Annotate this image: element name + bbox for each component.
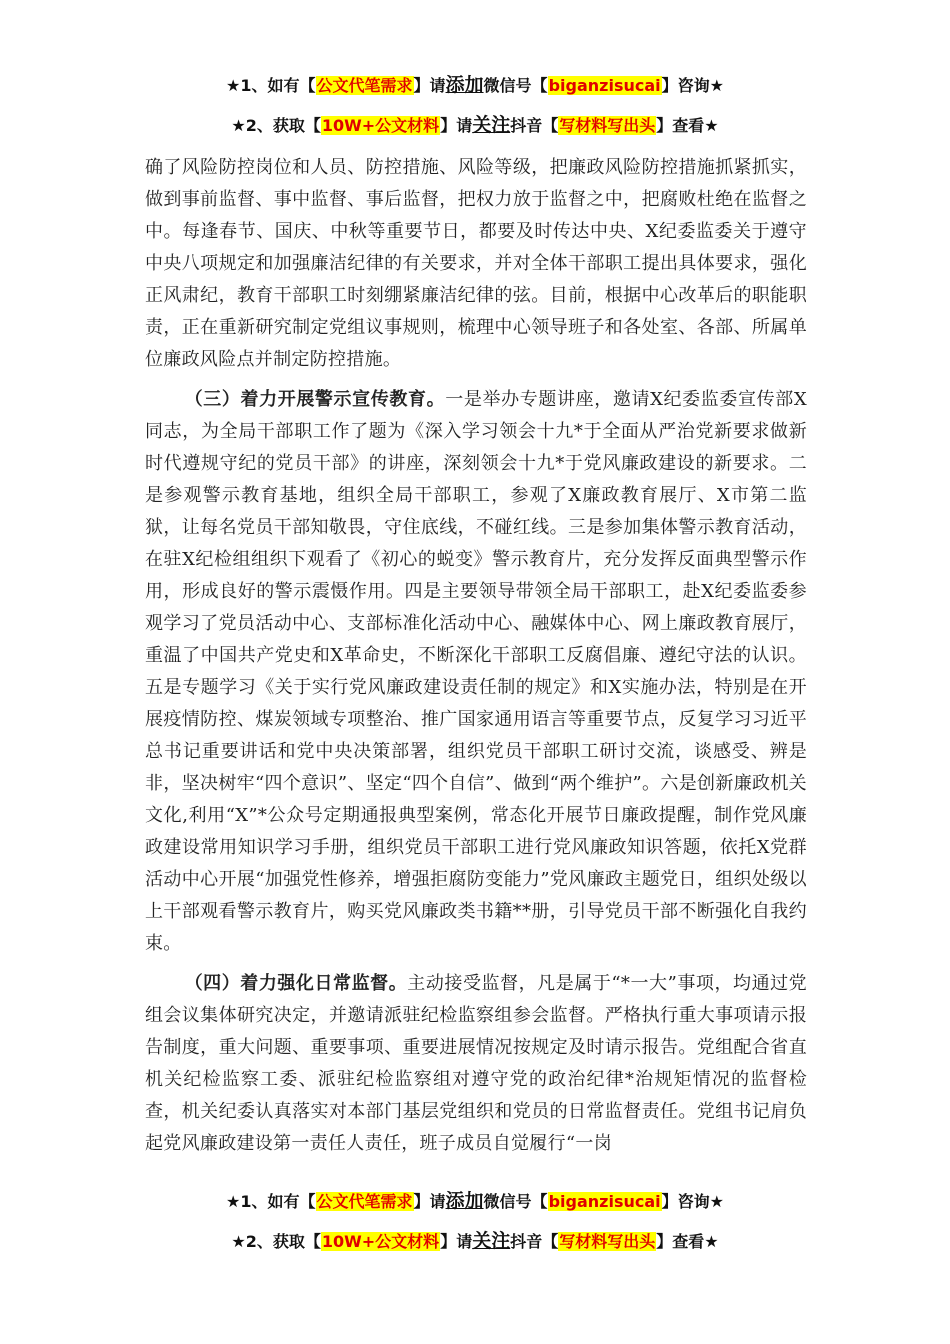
banner-text: 】请 [413, 76, 446, 95]
banner-text: 】请 [440, 116, 473, 135]
paragraph-2 [145, 384, 807, 960]
banner-text: ★2、获取【 [231, 1232, 321, 1251]
banner-text: 】查看★ [656, 116, 719, 135]
banner-text: 微信号【 [483, 76, 548, 95]
banner-highlight: 写材料写出头 [559, 116, 656, 135]
section-heading: （三）着力开展警示宣传教育。 [184, 389, 446, 410]
banner-text: ★1、如有【 [226, 1192, 316, 1211]
banner-text: ★2、获取【 [231, 116, 321, 135]
bottom-banner-1 [0, 1186, 950, 1213]
banner-text: 】查看★ [656, 1232, 719, 1251]
banner-highlight: 公文代笔需求 [316, 1192, 413, 1211]
banner-text: 】咨询★ [661, 1192, 724, 1211]
banner-highlight: 公文代笔需求 [316, 76, 413, 95]
bottom-banner-2 [0, 1226, 950, 1253]
banner-text: 抖音【 [510, 116, 559, 135]
top-banner-1 [0, 70, 950, 97]
paragraph-text: 确了风险防控岗位和人员、防控措施、风险等级，把廉政风险防控措施抓紧抓实，做到事前监督、事中监督、事后监督，把权力放于监督之中，把腐败杜绝在监督之中。每逢春节、国庆、中秋等重要节日，都要及时传达中央、X纪委监委关于遵守中央八项规定和加强廉洁纪律的有关要求，并对全体干部职工提出具体要求，强化正风肃纪，教育干部职工时刻绷紧廉洁纪律的弦。目前，根据中心改革后的职能职责，正在重新研究制定党组议事规则，梳理中心领导班子和各处室、各部、所属单位廉政风险点并制定防控措施。 [145, 157, 807, 370]
banner-text: 】请 [440, 1232, 473, 1251]
banner-text: 微信号【 [483, 1192, 548, 1211]
paragraph-1 [145, 152, 807, 376]
banner-text: 】咨询★ [661, 76, 724, 95]
paragraph-3 [145, 968, 807, 1160]
banner-text: ★1、如有【 [226, 76, 316, 95]
banner-highlight: 写材料写出头 [559, 1232, 656, 1251]
paragraph-text: 一是举办专题讲座，邀请X纪委监委宣传部X同志，为全局干部职工作了题为《深入学习领会十九*于全面从严治党新要求做新时代遵规守纪的党员干部》的讲座，深刻领会十九*于党风廉政建设的新要求。二是参观警示教育基地，组织全局干部职工，参观了X廉政教育展厅、X市第二监狱，让每名党员干部知敬畏，守住底线，不碰红线。三是参加集体警示教育活动，在驻X纪检组组织下观看了《初心的蜕变》警示教育片，充分发挥反面典型警示作用，形成良好的警示震慑作用。四是主要领导带领全局干部职工，赴X纪委监委参观学习了党员活动中心、支部标准化活动中心、融媒体中心、网上廉政教育展厅，重温了中国共产党史和X革命史，不断深化干部职工反腐倡廉、遵纪守法的认识。五是专题学习《关于实行党风廉政建设责任制的规定》和X实施办法，特别是在开展疫情防控、煤炭领域专项整治、推广国家通用语言等重要节点，反复学习习近平总书记重要讲话和党中央决策部署，组织党员干部职工研讨交流，谈感受、辨是非，坚决树牢“四个意识”、坚定“四个自信”、做到“两个维护”。六是创新廉政机关文化,利用“X”*公众号定期通报典型案例，常态化开展节日廉政提醒，制作党风廉政建设常用知识学习手册，组织党员干部职工进行党风廉政知识答题，依托X党群活动中心开展“加强党性修养，增强拒腐防变能力”党风廉政主题党日，组织处级以上干部观看警示教育片，购买党风廉政类书籍**册，引导党员干部不断强化自我约束。 [145, 389, 807, 954]
paragraph-text: 主动接受监督，凡是属于“*一大”事项，均通过党组会议集体研究决定，并邀请派驻纪检监察组参会监督。严格执行重大事项请示报告制度，重大问题、重要事项、重要进展情况按规定及时请示报告。党组配合省直机关纪检监察工委、派驻纪检监察组对遵守党的政治纪律*治规矩情况的监督检查，机关纪委认真落实对本部门基层党组织和党员的日常监督责任。党组书记肩负起党风廉政建设第一责任人责任，班子成员自觉履行“一岗 [145, 973, 807, 1154]
document-body [145, 152, 807, 1168]
banner-highlight: biganzisucai [548, 76, 661, 95]
banner-highlight: 10W+公文材料 [321, 116, 440, 135]
banner-underline: 添加 [445, 74, 484, 96]
section-heading: （四）着力强化日常监督。 [184, 973, 408, 994]
banner-highlight: biganzisucai [548, 1192, 661, 1211]
banner-underline: 关注 [472, 114, 511, 136]
banner-underline: 关注 [472, 1230, 511, 1252]
banner-text: 】请 [413, 1192, 446, 1211]
banner-text: 抖音【 [510, 1232, 559, 1251]
banner-underline: 添加 [445, 1190, 484, 1212]
banner-highlight: 10W+公文材料 [321, 1232, 440, 1251]
top-banner-2 [0, 110, 950, 137]
